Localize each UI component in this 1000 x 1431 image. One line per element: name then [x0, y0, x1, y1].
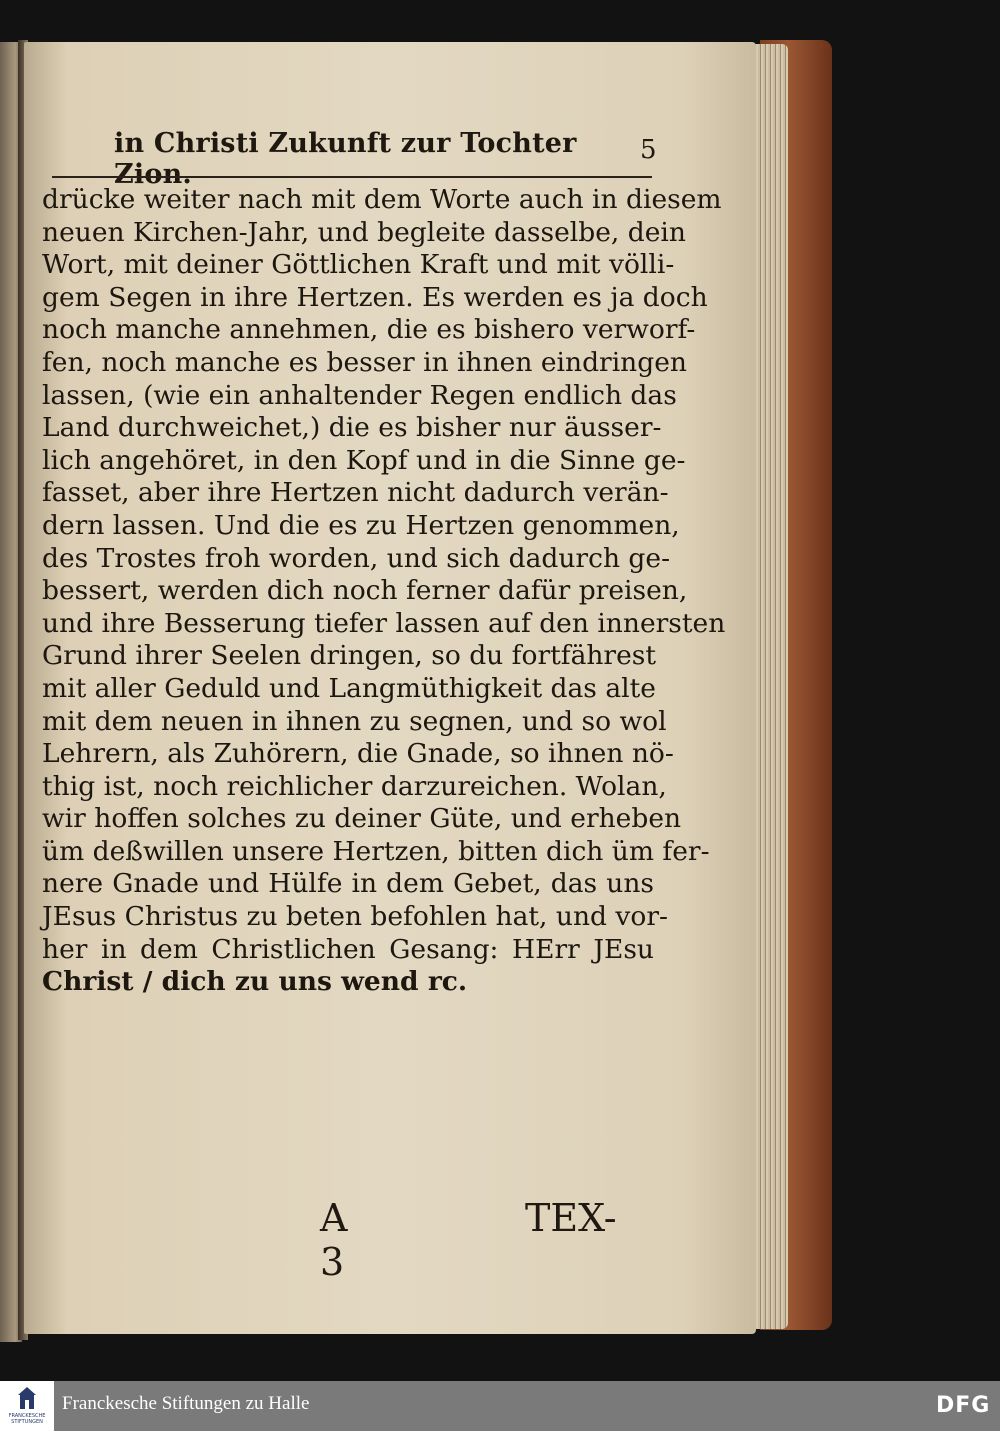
- running-title: in Christi Zukunft zur Tochter Zion.: [114, 128, 577, 190]
- text-line: mit dem neuen in ihnen zu segnen, und so wol: [42, 705, 667, 737]
- text-line: des Trostes froh worden, und sich dadurch ge-: [42, 542, 671, 574]
- building-icon: [18, 1387, 36, 1409]
- text-line: Lehrern, als Zuhörern, die Gnade, so ihnen nö-: [42, 738, 674, 770]
- text-line: noch manche annehmen, die es bishero verworf-: [42, 314, 696, 346]
- text-line: Christ / dich zu uns wend rc.: [42, 966, 468, 998]
- text-line: her in dem Christlichen Gesang: HErr JEsu: [42, 933, 654, 965]
- page-number: 5: [640, 135, 657, 165]
- text-line: üm deßwillen unsere Hertzen, bitten dich üm fer-: [42, 835, 710, 867]
- text-line: lich angehöret, in den Kopf und in die Sinne ge-: [42, 444, 686, 476]
- logo-text: FRANCKESCHE STIFTUNGEN: [8, 1413, 46, 1425]
- text-line: nere Gnade und Hülfe in dem Gebet, das uns: [42, 868, 654, 900]
- page-header: [108, 124, 653, 190]
- text-line: wir hoffen solches zu deiner Güte, und erheben: [42, 803, 682, 835]
- text-line: und ihre Besserung tiefer lassen auf den innersten: [42, 607, 726, 639]
- text-line: Wort, mit deiner Göttlichen Kraft und mit völli-: [42, 249, 675, 281]
- header-rule: [52, 176, 652, 178]
- text-line: lassen, (wie ein anhaltender Regen endlich das: [42, 379, 677, 411]
- text-line: drücke weiter nach mit dem Worte auch in diesem: [42, 184, 722, 215]
- dfg-logo: DFG: [936, 1393, 991, 1418]
- text-line: neuen Kirchen-Jahr, und begleite dasselbe, dein: [42, 216, 686, 248]
- text-line: mit aller Geduld und Langmüthigkeit das alte: [42, 672, 656, 704]
- institution-logo[interactable]: [0, 1381, 54, 1431]
- footer-bar: [0, 1381, 1000, 1431]
- footer-title: Franckesche Stiftungen zu Halle: [62, 1393, 310, 1414]
- text-line: thig ist, noch reichlicher darzureichen. Wolan,: [42, 770, 667, 802]
- text-line: dern lassen. Und die es zu Hertzen genommen,: [42, 509, 680, 541]
- text-line: bessert, werden dich noch ferner dafür preisen,: [42, 575, 688, 607]
- text-line: fasset, aber ihre Hertzen nicht dadurch verän-: [42, 477, 669, 509]
- text-line: Grund ihrer Seelen dringen, so du fortfährest: [42, 640, 657, 672]
- text-line: JEsus Christus zu beten befohlen hat, und vor-: [42, 901, 668, 933]
- body-text: [42, 184, 726, 999]
- text-line: fen, noch manche es besser in ihnen eindringen: [42, 346, 687, 378]
- signature-mark: A 3: [320, 1196, 348, 1284]
- text-line: gem Segen in ihre Hertzen. Es werden es ja doch: [42, 281, 708, 313]
- catchword: TEX-: [525, 1196, 617, 1240]
- text-line: Land durchweichet,) die es bisher nur äusser-: [42, 412, 662, 444]
